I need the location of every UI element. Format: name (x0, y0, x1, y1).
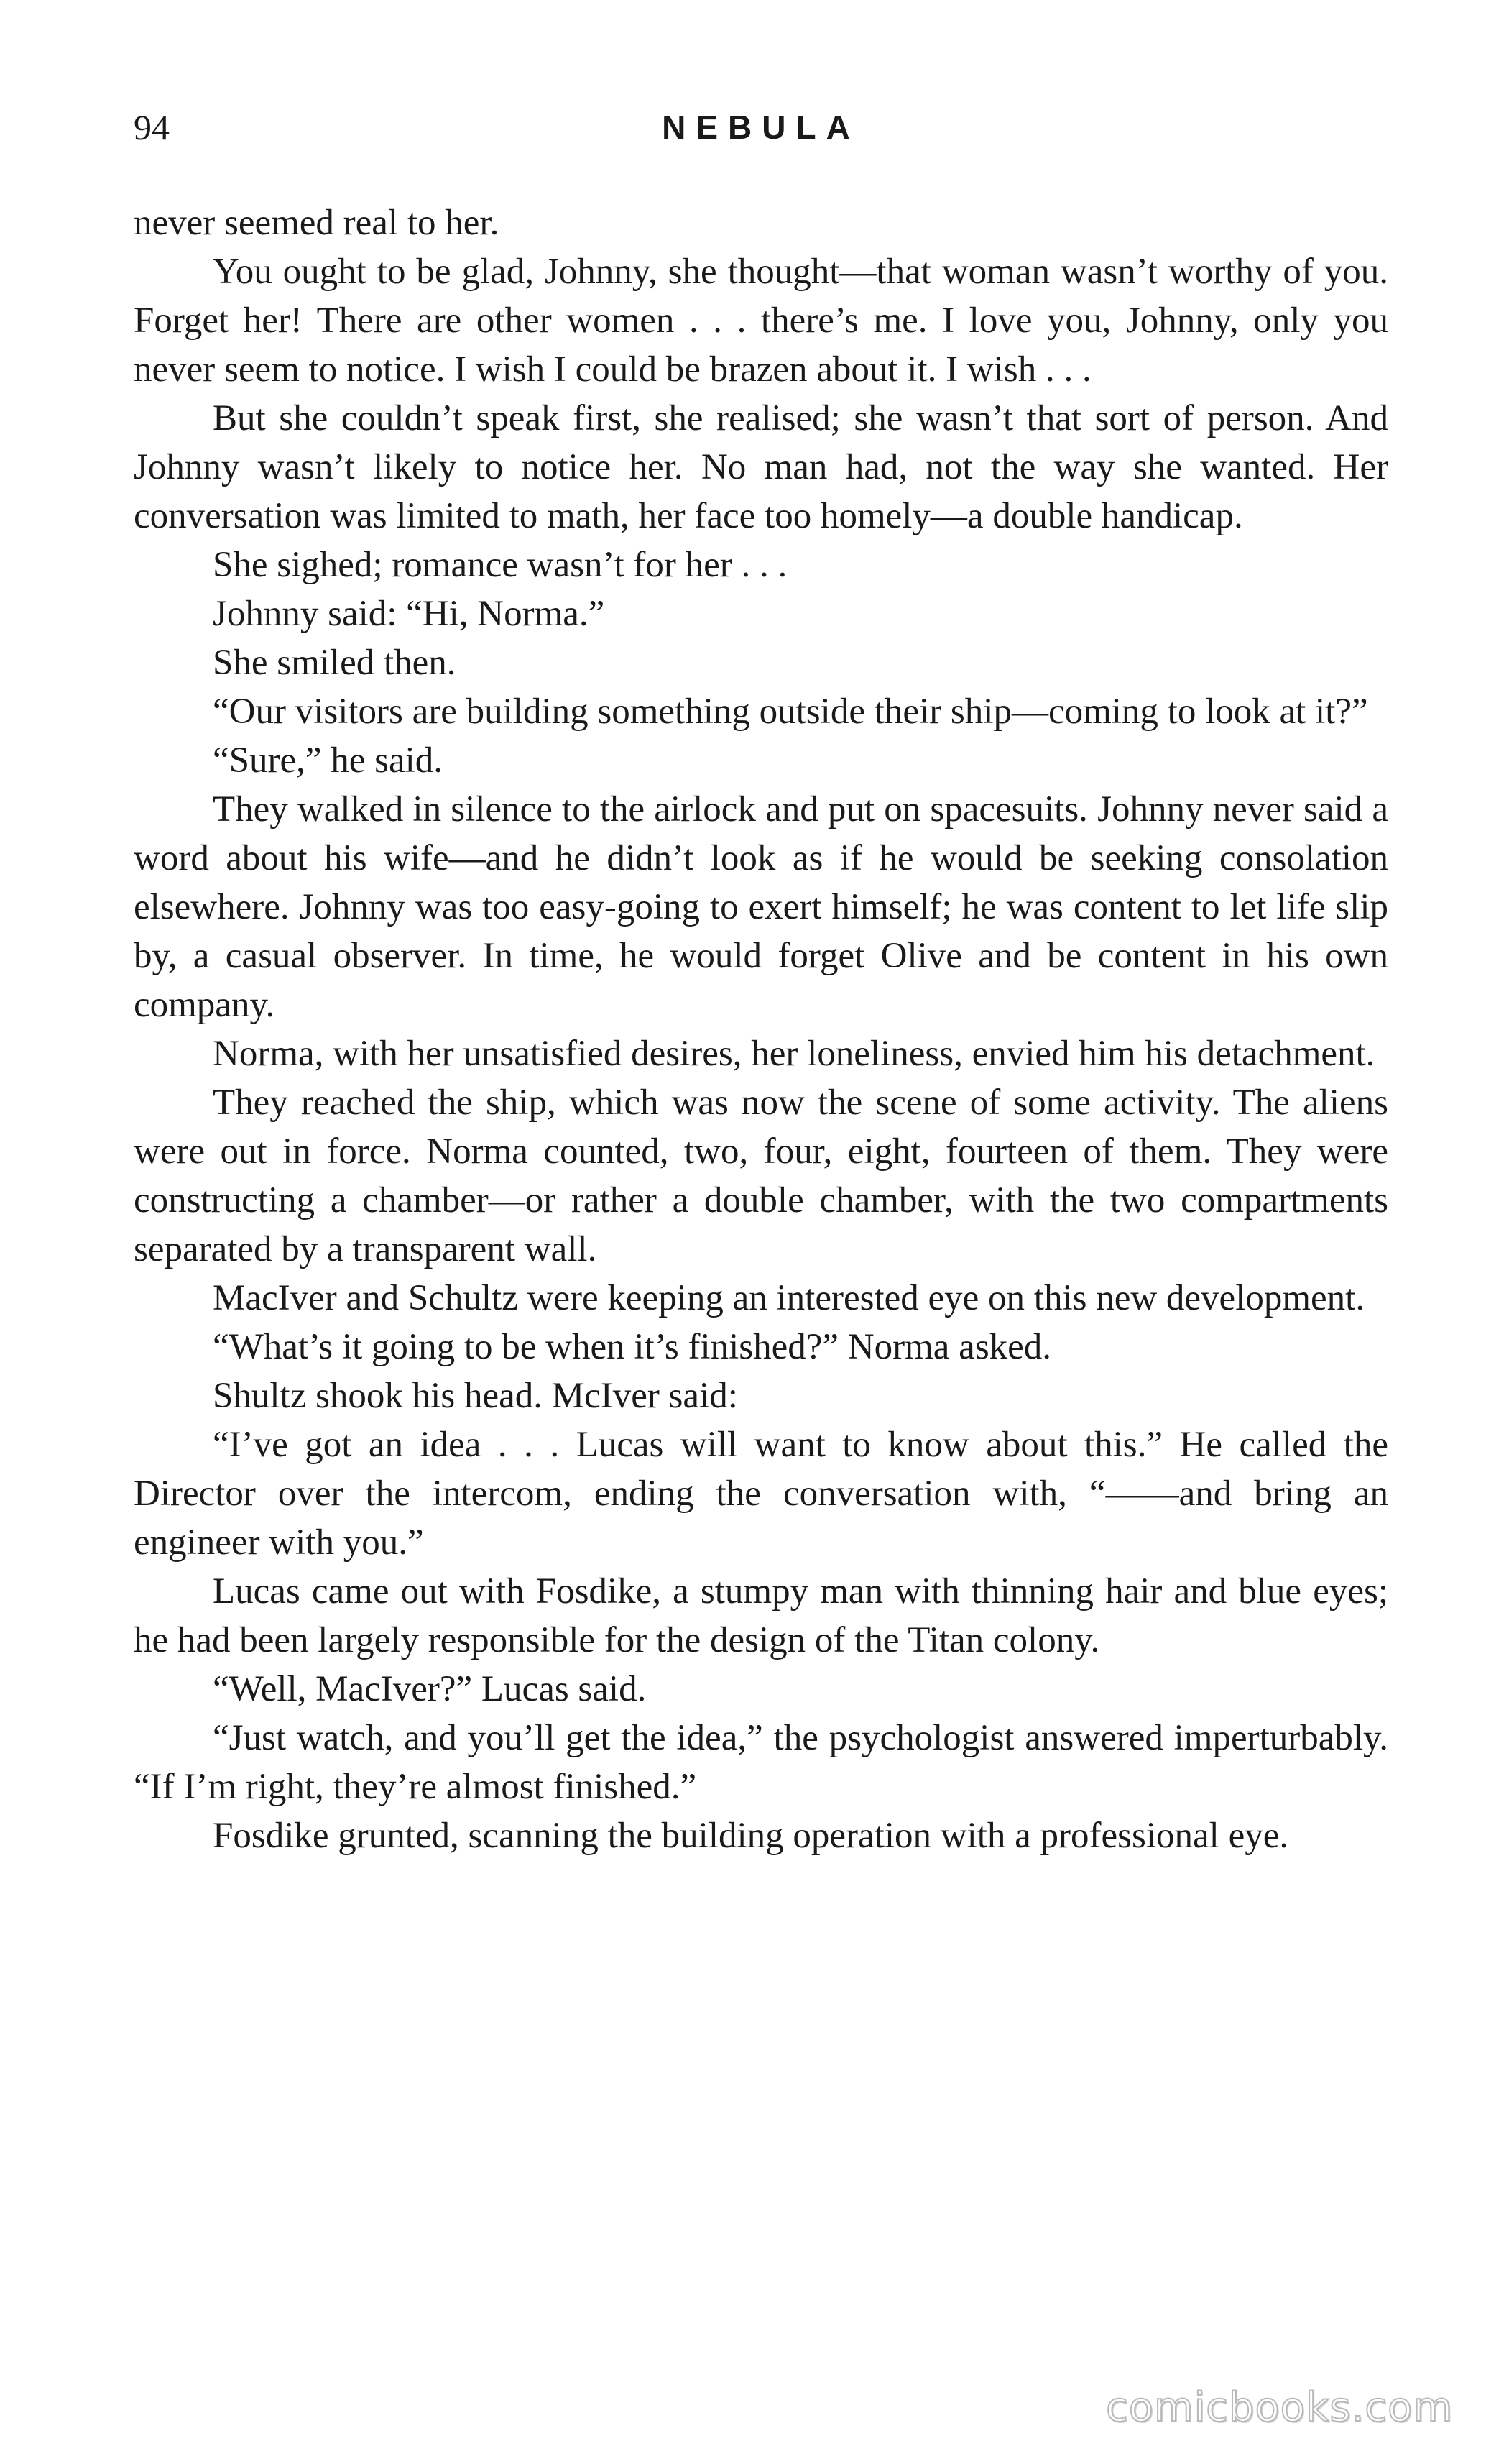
paragraph: They walked in silence to the airlock and put on spacesuits. Johnny never said a word about his wife—and he didn’t look as if he would be seeking consolation elsewhere. Johnny was too easy-going to exert himself; he was content to let life slip by, a casual observer. In time, he would forget Olive and be content in his own company. (134, 789, 1388, 1025)
paragraph: But she couldn’t speak first, she realised; she wasn’t that sort of person. And Johnny wasn’t likely to notice her. No man had, not the way she wanted. Her conversation was limited to math, her face too homely—a double handicap. (134, 398, 1388, 536)
paragraph: never seemed real to her. (134, 203, 499, 243)
paragraph: She smiled then. (213, 643, 456, 683)
running-header (134, 102, 1388, 152)
paragraph: Lucas came out with Fosdike, a stumpy man with thinning hair and blue eyes; he had been largely responsible for the design of the Titan colony. (134, 1571, 1388, 1660)
paragraph: “What’s it going to be when it’s finished?” Norma asked. (213, 1327, 1052, 1367)
paragraph: “Just watch, and you’ll get the idea,” the psychologist answered imperturbably. “If I’m right, they’re almost finished.” (134, 1718, 1388, 1807)
watermark: comicbooks.com (1105, 2384, 1453, 2431)
paragraph: “Our visitors are building something outside their ship—coming to look at it?” (213, 691, 1368, 732)
paragraph: “Sure,” he said. (213, 740, 443, 781)
story-text (134, 198, 1388, 1860)
paragraph: Norma, with her unsatisfied desires, her loneliness, envied him his detachment. (213, 1034, 1375, 1074)
paragraph: Johnny said: “Hi, Norma.” (213, 594, 605, 634)
paragraph: “I’ve got an idea . . . Lucas will want to know about this.” He called the Director over the intercom, ending the conversation with, “——and bring an engineer with you.” (134, 1425, 1388, 1563)
paragraph: You ought to be glad, Johnny, she thought—that woman wasn’t worthy of you. Forget her! There are other women . . . there’s me. I love you, Johnny, only you never seem to notice. I wish I could be brazen about it. I wish . . . (134, 252, 1388, 390)
paragraph: Fosdike grunted, scanning the building operation with a professional eye. (213, 1816, 1289, 1856)
paragraph: Shultz shook his head. McIver said: (213, 1376, 738, 1416)
paragraph: She sighed; romance wasn’t for her . . . (213, 545, 788, 585)
running-title: NEBULA (662, 109, 860, 146)
paragraph: “Well, MacIver?” Lucas said. (213, 1669, 647, 1709)
page-number: 94 (134, 107, 170, 147)
paragraph: MacIver and Schultz were keeping an interested eye on this new development. (213, 1278, 1365, 1318)
paragraph: They reached the ship, which was now the scene of some activity. The aliens were out in force. Norma counted, two, four, eight, fourteen of them. They were constructing a chamber—or rather a double chamber, with the two compartments separated by a transparent wall. (134, 1082, 1388, 1269)
